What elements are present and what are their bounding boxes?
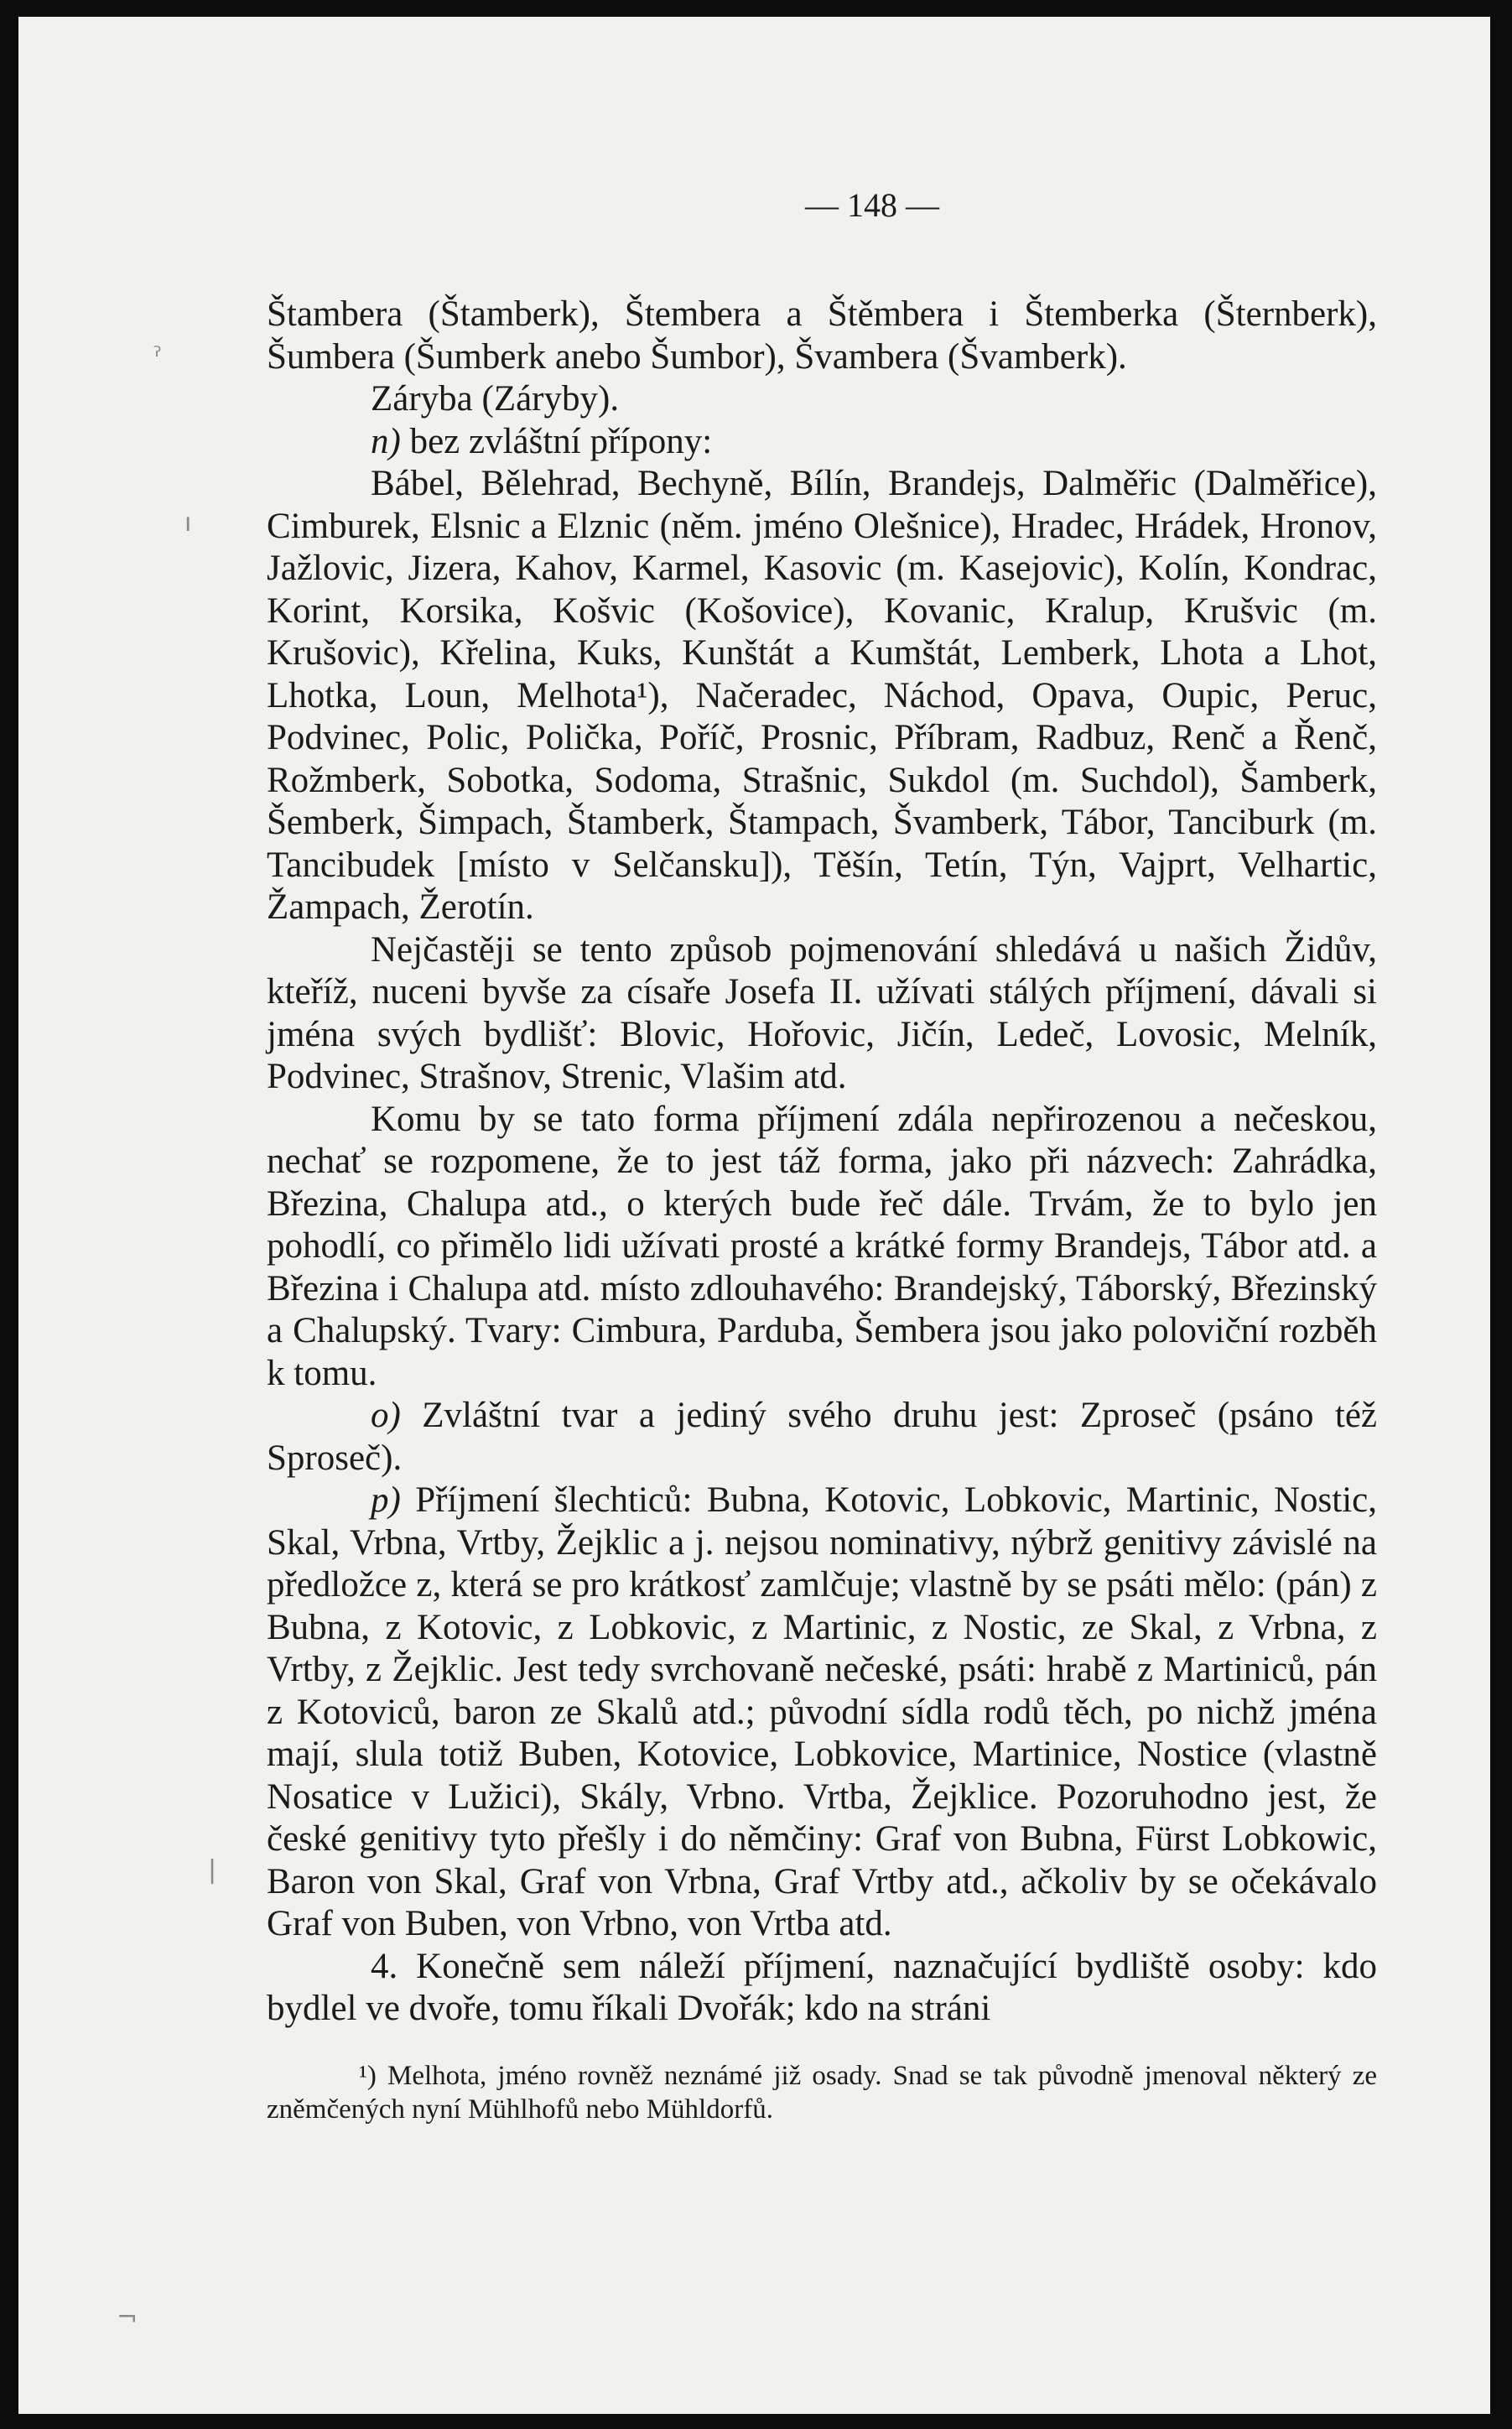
paragraph [267, 463, 1377, 929]
list-marker: o) [371, 1396, 401, 1435]
paragraph [267, 378, 1377, 421]
paragraph-text: Příjmení šlechticů: Bubna, Kotovic, Lobkovic, Martinic, Nostic, Skal, Vrbna, Vrtby, Žejklic a j. nejsou nominativy, nýbrž genitivy závislé na předložce z, která se pro krátkosť zamlčuje; vlastně by se psáti mělo: (pán) z Bubna, z Kotovic, z Lobkovic, z Martinic, z Nostic, ze Skal, z Vrbna, z Vrtby, z Žejklic. Jest tedy svrchovaně nečeské, psáti: hrabě z Martiniců, pán z Kotoviců, baron ze Skalů atd.; původní sídla rodů těch, po nichž jména mají, slula totiž Buben, Kotovice, Lobkovice, Martinice, Nostice (vlastně Nosatice v Lužici), Skály, Vrbno. Vrtba, Žejklice. Pozoruhodno jest, že české genitivy tyto přešly i do němčiny: Graf von Bubna, Fürst Lobkowic, Baron von Skal, Graf von Vrbna, Graf Vrtby atd., ačkoliv by se očekávalo Graf von Buben, von Vrbno, von Vrtba atd. [267, 1480, 1377, 1943]
book-page [18, 17, 1490, 2414]
paragraph [267, 1480, 1377, 1946]
paragraph-text: bez zvláštní přípony: [400, 421, 713, 461]
text-block [267, 185, 1377, 2126]
footnote: ¹) Melhota, jméno rovněž neznámé již osady. Snad se tak původně jmenoval některý ze zněmčených nyní Mühlhofů nebo Mühldorfů. [267, 2060, 1377, 2125]
paragraph-text: 4. Konečně sem náleží příjmení, naznačující bydliště osoby: kdo bydlel ve dvoře, tomu říkali Dvořák; kdo na stráni [267, 1946, 1377, 2028]
paragraph-text: Štambera (Štamberk), Štembera a Štěmbera i Štemberka (Šternberk), Šumbera (Šumberk anebo Šumbor), Švambera (Švamberk). [267, 294, 1377, 377]
paragraph-text: Bábel, Bělehrad, Bechyně, Bílín, Brandejs, Dalměřic (Dalměřice), Cimburek, Elsnic a Elznic (něm. jméno Olešnice), Hradec, Hrádek, Hronov, Jažlovic, Jizera, Kahov, Karmel, Kasovic (m. Kasejovic), Kolín, Kondrac, Korint, Korsika, Košvic (Košovice), Kovanic, Kralup, Krušvic (m. Krušovic), Křelina, Kuks, Kunštát a Kumštát, Lemberk, Lhota a Lhot, Lhotka, Loun, Melhota¹), Načeradec, Náchod, Opava, Oupic, Peruc, Podvinec, Polic, Polička, Poříč, Prosnic, Příbram, Radbuz, Renč a Řenč, Rožmberk, Sobotka, Sodoma, Strašnic, Sukdol (m. Suchdol), Šamberk, Šemberk, Šimpach, Štamberk, Štampach, Švamberk, Tábor, Tanciburk (m. Tancibudek [místo v Selčansku]), Těšín, Tetín, Týn, Vajprt, Velhartic, Žampach, Žerotín. [267, 464, 1377, 927]
paragraph [267, 1099, 1377, 1396]
footnote-spacer [267, 2031, 1377, 2059]
margin-speck: ı [184, 508, 192, 538]
paragraph [267, 294, 1377, 378]
list-marker: p) [371, 1480, 401, 1520]
paragraph [267, 1395, 1377, 1480]
margin-speck: | [208, 1855, 217, 1885]
margin-speck: ¬ [117, 2303, 138, 2333]
paragraph [267, 1946, 1377, 2031]
paragraph [267, 421, 1377, 464]
paragraph-text: Zvláštní tvar a jediný svého druhu jest: Zproseč (psáno též Sproseč). [267, 1396, 1377, 1478]
paragraph-text: Nejčastěji se tento způsob pojmenování shledává u našich Židův, kteříž, nuceni byvše za císaře Josefa II. užívati stálých příjmení, dávali si jména svých bydlišť: Blovic, Hořovic, Jičín, Ledeč, Lovosic, Melník, Podvinec, Strašnov, Strenic, Vlašim atd. [267, 929, 1377, 1096]
page-number: — 148 — [805, 186, 939, 224]
list-marker: n) [371, 421, 401, 461]
paragraph [267, 929, 1377, 1099]
margin-speck: ˀ [153, 342, 163, 372]
paragraph-text: Komu by se tato forma příjmení zdála nepřirozenou a nečeskou, nechať se rozpomene, že to jest táž forma, jako při názvech: Zahrádka, Březina, Chalupa atd., o kterých bude řeč dále. Trvám, že to bylo jen pohodlí, co přimělo lidi užívati prosté a krátké formy Brandejs, Tábor atd. a Březina i Chalupa atd. místo zdlouhavého: Brandejský, Táborský, Březinský a Chalupský. Tvary: Cimbura, Parduba, Šembera jsou jako poloviční rozběh k tomu. [267, 1099, 1377, 1393]
paragraph-text: Záryba (Záryby). [371, 379, 620, 419]
